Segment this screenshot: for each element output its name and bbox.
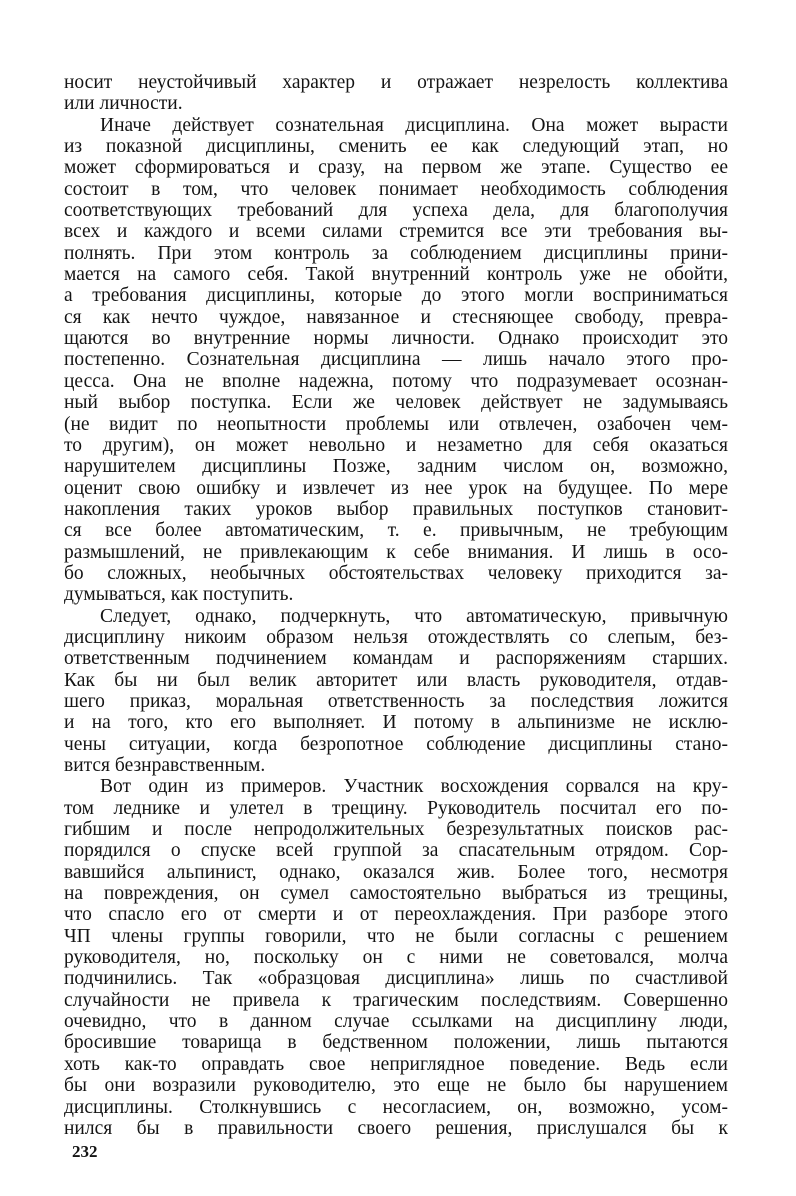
text-line: носит неустойчивый характер и отражает незрелость коллектива: [64, 72, 728, 93]
text-line: Вот один из примеров. Участник восхождения сорвался на кру-: [100, 776, 728, 798]
text-line: а требования дисциплины, которые до этого могли восприниматься: [64, 285, 728, 307]
text-line: и на того, кто его выполняет. И потому в альпинизме не исклю-: [64, 712, 728, 734]
page-number: 232: [72, 1142, 98, 1161]
text-line: случайности не привела к трагическим последствиям. Совершенно: [64, 989, 728, 1011]
text-line: или личности.: [64, 93, 183, 115]
text-line: ЧП члены группы говорили, что не были согласны с решением: [64, 925, 728, 947]
paragraph: [64, 72, 728, 115]
text-line: том леднике и улетел в трещину. Руководитель посчитал его по-: [64, 797, 728, 819]
text-line: ся все более автоматическим, т. е. привычным, не требующим: [64, 520, 728, 542]
text-line: дисциплины. Столкнувшись с несогласием, он, возможно, усом-: [64, 1096, 728, 1118]
text-line: мается на самого себя. Такой внутренний контроль уже не обойти,: [64, 264, 728, 286]
text-line: щаются во внутренние нормы личности. Однако происходит это: [64, 328, 728, 350]
text-line: подчинились. Так «образцовая дисциплина» лишь по счастливой: [64, 968, 728, 990]
text-line: на повреждения, он сумел самостоятельно выбраться из трещины,: [64, 883, 728, 905]
text-line: размышлений, не привлекающим к себе внимания. И лишь в осо-: [64, 541, 728, 563]
text-line: ный выбор поступка. Если же человек действует не задумываясь: [64, 392, 728, 414]
text-line: может сформироваться и сразу, на первом же этапе. Существо ее: [64, 157, 728, 179]
text-line: то другим), он может невольно и незаметно для себя оказаться: [64, 434, 728, 456]
text-line: гибшим и после непродолжительных безрезультатных поисков рас-: [64, 819, 728, 841]
text-line: бросившие товарища в бедственном положении, лишь пытаются: [64, 1032, 728, 1054]
text-line: вавшийся альпинист, однако, оказался жив. Более того, несмотря: [64, 861, 728, 883]
text-line: цесса. Она не вполне надежна, потому что подразумевает осознан-: [64, 370, 728, 392]
text-line: накопления таких уроков выбор правильных поступков становит-: [64, 498, 728, 520]
text-line: думываться, как поступить.: [64, 584, 294, 606]
text-line: очевидно, что в данном случае ссылками на дисциплину люди,: [64, 1011, 728, 1033]
paragraph: [64, 776, 728, 1139]
text-line: нарушителем дисциплины Позже, задним числом он, возможно,: [64, 456, 728, 478]
page-text: [64, 72, 728, 1139]
text-line: порядился о спуске всей группой за спасательным отрядом. Сор-: [64, 840, 728, 862]
paragraph: [64, 115, 728, 606]
text-line: Следует, однако, подчеркнуть, что автоматическую, привычную: [100, 605, 728, 627]
text-line: что спасло его от смерти и от переохлаждения. При разборе этого: [64, 904, 728, 926]
text-line: всех и каждого и всеми силами стремится все эти требования вы-: [64, 221, 728, 243]
text-line: вится безнравственным.: [64, 755, 266, 776]
text-line: бы они возразили руководителю, это еще не было бы нарушением: [64, 1075, 728, 1097]
text-line: шего приказ, моральная ответственность за последствия ложится: [64, 690, 728, 712]
text-line: состоит в том, что человек понимает необходимость соблюдения: [64, 178, 728, 200]
text-line: соответствующих требований для успеха дела, для благополучия: [64, 200, 728, 222]
text-line: нился бы в правильности своего решения, прислушался бы к: [64, 1117, 728, 1139]
text-line: полнять. При этом контроль за соблюдением дисциплины прини-: [64, 242, 728, 264]
text-line: дисциплину никоим образом нельзя отождествлять со слепым, без-: [64, 626, 728, 648]
text-line: (не видит по неопытности проблемы или отвлечен, озабочен чем-: [64, 413, 728, 435]
text-line: Иначе действует сознательная дисциплина. Она может вырасти: [100, 114, 728, 136]
text-line: чены ситуации, когда безропотное соблюдение дисциплины стано-: [64, 733, 728, 755]
text-line: из показной дисциплины, сменить ее как следующий этап, но: [64, 136, 728, 158]
text-line: ся как нечто чуждое, навязанное и стесняющее свободу, превра-: [64, 306, 728, 328]
text-line: постепенно. Сознательная дисциплина — лишь начало этого про-: [64, 349, 728, 371]
text-line: хоть как-то оправдать свое неприглядное поведение. Ведь если: [64, 1053, 728, 1075]
text-line: Как бы ни был велик авторитет или власть руководителя, отдав-: [64, 669, 728, 691]
text-line: бо сложных, необычных обстоятельствах человеку приходится за-: [64, 562, 728, 584]
text-line: оценит свою ошибку и извлечет из нее урок на будущее. По мере: [64, 477, 728, 499]
paragraph: [64, 606, 728, 777]
text-line: руководителя, но, поскольку он с ними не советовался, молча: [64, 947, 728, 969]
text-line: ответственным подчинением командам и распоряжениям старших.: [64, 648, 728, 670]
